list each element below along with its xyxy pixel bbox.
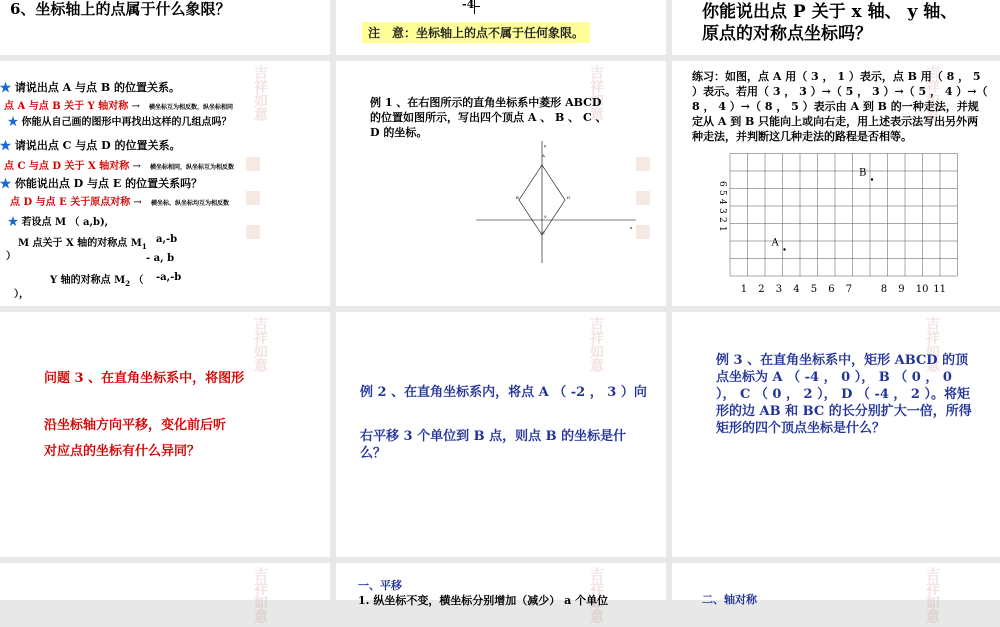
y-symmetric-line [50,271,144,288]
question-3-line1: 问题 3 、在直角坐标系中，将图形 [44,371,245,386]
x-tick-label: 1 [740,284,748,295]
m1-line [18,234,147,251]
example-1-text: 例 1 、在右图所示的直角坐标系中菱形 ABCD 的位置如图所示，写出四个顶点 A 、 B 、 C 、 D 的坐标。 [370,96,607,139]
y-sym-text: Y 轴的对称点 M [50,275,126,286]
slide-4[interactable] [0,61,330,306]
x-tick-label: 2 [758,284,765,295]
comma-line: ）， [14,289,29,300]
star-icon: ★ [0,177,11,190]
watermark-logo: 吉祥如意 [924,65,940,121]
answer-4-text: 点 D 与点 E 关于原点对称 [10,197,131,208]
answer-1-text: 点 A 与点 B 关于 Y 轴对称 [4,101,129,112]
watermark-logo: 吉祥如意 [252,316,268,372]
slide-3-title-line2: 原点的对称点坐标吗？ [702,24,872,44]
point-b-label: B [859,167,867,179]
x-tick-label: 10 [915,284,929,295]
question-1-text: 请说出点 A 与点 B 的位置关系。 [14,81,180,94]
deco-square [246,157,260,171]
paren-close: ） [6,251,16,262]
slide-10[interactable] [0,563,330,623]
translation-rule: 1. 纵坐标不变，横坐标分别增加（减少） a 个单位 [358,594,609,607]
question-4 [0,175,202,191]
question-4-text: 你能说出点 D 与点 E 的位置关系吗？ [14,177,203,190]
y-tick-label: 4 [717,199,727,205]
slide-3-title-line1: 你能说出点 P 关于 x 轴、 y 轴、 [702,2,958,22]
section-axis-symmetry: 二、轴对称 [702,593,757,606]
deco-square [246,225,260,239]
watermark-logo: 吉祥如意 [588,316,604,372]
slide-12[interactable] [672,563,1000,623]
answer-4: 点 D 与点 E 关于原点对称 → 横坐标、纵坐标均互为相反数 [10,197,230,208]
watermark-logo: 吉祥如意 [252,567,268,623]
vertex-d-label: D [567,195,571,200]
axis-number: -4 [462,0,475,11]
y-subscript: 2 [125,279,131,288]
slide-6[interactable] [672,61,1000,306]
slide-8[interactable] [336,312,666,557]
y-tick-label: 5 [717,190,727,196]
slide-1-title: 6、坐标轴上的点属于什么象限？ [10,0,231,18]
watermark-logo: 吉祥如意 [924,567,940,623]
question-2-text: 你能从自己画的图形中再找出这样的几组点吗？ [21,117,232,128]
y-axis-label: y [544,143,547,148]
answer-4-note: 横坐标、纵坐标均互为相反数 [151,200,230,207]
star-icon: ★ [0,81,11,94]
x-tick-label: 9 [898,284,905,295]
question-3-line3: 对应点的坐标有什么异同？ [44,444,201,459]
example-2-line2: 右平移 3 个单位到 B 点，则点 B 的坐标是什么？ [360,429,627,461]
answer-3: 点 C 与点 D 关于 X 轴对称 → 横坐标相同，纵坐标互为相反数 [4,161,235,172]
question-1 [0,79,180,95]
x-axis-label: x [630,225,633,230]
section-translation: 一、平移 [358,579,402,592]
question-2 [8,113,231,128]
axis-tick-mark [474,6,480,7]
example-3-text: 例 3 、在直角坐标系中，矩形 ABCD 的顶点坐标为 A （ -4 ， 0 ）， B （ 0 ， 0 ）， C （ 0 ， 2 ）， D （ -4 ， 2 ）。将矩形的边 AB 和 BC 的长分别扩大一倍，所得矩形的四个顶点坐标是什么？ [716,353,972,436]
vertex-b-label: B [516,195,519,200]
x-tick-label: 5 [810,284,818,295]
y-tick-label: 1 [717,226,727,232]
slide-1[interactable] [0,0,330,55]
vertex-c-label: C [542,230,546,235]
neg-value: - a, b [146,253,175,264]
star-icon: ★ [0,139,11,152]
exercise-text: 练习：如图，点 A 用（ 3 ， 1 ）表示，点 B 用（ 8 ， 5 ）表示。若用（ 3 ， 3 ）→（ 5 ， 3 ）→（ 5 ， 4 ）→（ 8 ， 4 ）→（ 8 ， 5 ）表示由 A 到 B 的一种走法，并规定从 A 到 B 只能向上或向右走，用上述表示法写出另外两种走法，并判断这几种走法的路程是否相等。 [692,70,988,143]
slide-7[interactable] [0,312,330,557]
slide-5[interactable] [336,61,666,306]
x-tick-label: 11 [933,284,946,295]
slide-3[interactable] [672,0,1000,55]
y-open-paren: （ [133,275,144,286]
slide-11[interactable] [336,563,666,623]
m1-text: M 点关于 X 轴的对称点 M [18,238,142,249]
grid-diagram [672,61,1000,306]
question-5 [8,213,108,228]
answer-1-note: 横坐标互为相反数，纵坐标相同 [149,104,234,111]
deco-square [246,191,260,205]
question-3 [0,137,180,153]
answer-3-text: 点 C 与点 D 关于 X 轴对称 [4,161,130,172]
slide-9[interactable] [672,312,1000,557]
question-5-text: 若设点 M （ a,b), [21,217,109,228]
x-tick-label: 4 [793,284,800,295]
x-tick-label: 6 [828,284,835,295]
axis-tick [474,0,475,14]
y-tick-label: 2 [717,217,727,223]
y-tick-label: 6 [717,181,727,187]
x-tick-label: 8 [880,284,888,295]
watermark-logo: 吉祥如意 [588,65,604,121]
answer-3-note: 横坐标相同，纵坐标互为相反数 [150,164,235,171]
star-icon: ★ [8,217,18,228]
watermark-logo: 吉祥如意 [924,316,940,372]
origin-label: 0 [544,214,547,219]
vertex-a-label: A [542,153,545,158]
slide-2[interactable] [336,0,666,55]
question-3-text: 请说出点 C 与点 D 的位置关系。 [14,139,181,152]
x-tick-label: 3 [775,284,783,295]
watermark-logo: 吉祥如意 [588,567,604,623]
star-icon: ★ [8,117,18,128]
watermark-logo: 吉祥如意 [252,65,268,121]
point-a-dot [783,248,785,250]
point-b-dot [871,178,873,180]
rhombus-diagram [336,61,666,306]
question-3-line2: 沿坐标轴方向平移，变化前后听 [44,418,227,433]
answer-1: 点 A 与点 B 关于 Y 轴对称 → 横坐标互为相反数，纵坐标相同 [4,101,234,112]
m1-value: a,-b [156,234,178,245]
point-a-label: A [771,237,779,249]
y-tick-label: 3 [717,208,727,214]
m1-subscript: 1 [141,242,147,251]
note-box: 注 意：坐标轴上的点不属于任何象限。 [362,22,590,43]
y-value: -a,-b [156,272,182,283]
example-2-line1: 例 2 、在直角坐标系内，将点 A （ -2 ， 3 ）向 [360,385,647,400]
x-tick-label: 7 [845,284,853,295]
